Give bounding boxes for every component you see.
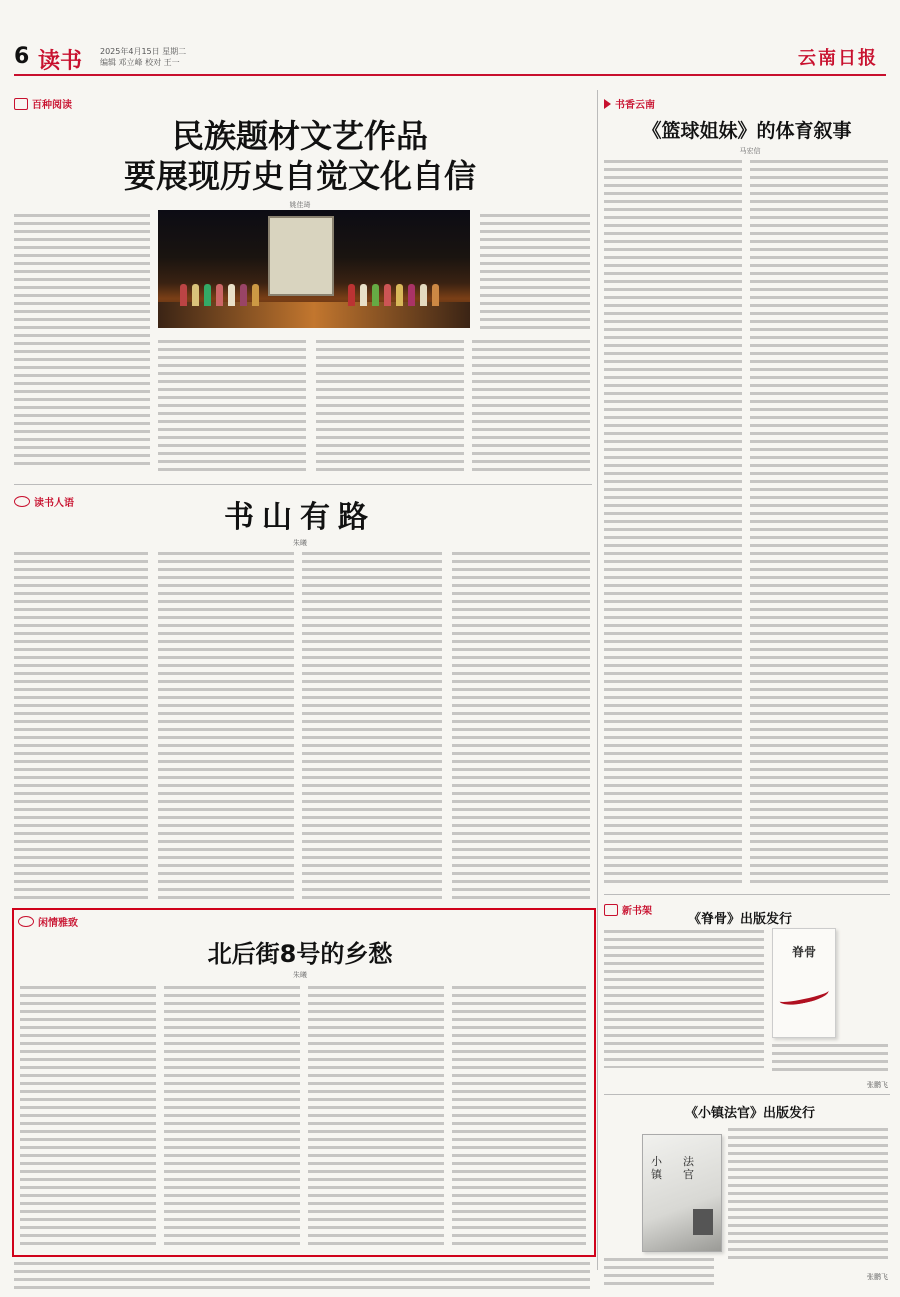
article2-body-col2 (158, 552, 294, 902)
book1-description-cont (772, 1044, 888, 1076)
article2-body-col3 (302, 552, 442, 902)
speech-bubble-icon (14, 496, 30, 507)
article1-body-col3 (316, 340, 464, 476)
column-tag-label: 新书架 (622, 906, 652, 917)
article2-body-col1 (14, 552, 148, 902)
article2-continued-text (14, 1262, 590, 1290)
date-info (100, 46, 186, 68)
masthead-rule (14, 74, 886, 76)
cover-house-graphic (693, 1209, 713, 1235)
article3-body-col1 (20, 986, 156, 1248)
article4-title: 《篮球姐妹》的体育叙事 (642, 120, 852, 142)
column-tag-label: 闲情雅致 (38, 918, 78, 929)
column-tag-label: 百种阅读 (32, 100, 72, 111)
book1-title: 《脊骨》出版发行 (687, 912, 792, 927)
book2-title: 《小镇法官》出版发行 (684, 1106, 815, 1121)
article1-title-line-1: 民族题材文艺作品 (171, 117, 428, 155)
column-tag-reading (14, 96, 72, 111)
column-tag-label: 读书人语 (34, 498, 74, 509)
column-separator (597, 90, 598, 1270)
book2-caption (604, 1258, 714, 1286)
section-name: 读书 (38, 49, 83, 74)
page-number: 6 (14, 44, 30, 69)
article1-body-col2 (158, 340, 306, 476)
article4-body-col1 (604, 160, 742, 886)
date-line-2: 编辑 邓立峰 校对 王一 (100, 58, 180, 67)
column-tag-yunnan (604, 96, 655, 111)
glasses-icon (18, 916, 34, 927)
book1-cover-title: 脊骨 (791, 945, 816, 959)
column-tag-reader-words (14, 494, 74, 509)
stage-performance-photo (158, 210, 470, 328)
book1-description (604, 930, 764, 1068)
article2-body-col4 (452, 552, 590, 902)
article1-body-col4a (480, 214, 590, 334)
column-tag-label: 书香云南 (615, 100, 655, 111)
column-tag-leisure (18, 914, 78, 929)
date-line-1: 2025年4月15日 星期二 (100, 47, 187, 56)
book-divider (604, 1094, 890, 1095)
article3-title: 北后街8号的乡愁 (207, 940, 393, 968)
article3-body-col3 (308, 986, 444, 1248)
cover-swoosh (778, 984, 830, 1008)
article2-title: 书山有路 (224, 500, 376, 535)
article1-body-col4 (472, 340, 590, 476)
book2-cover (642, 1134, 722, 1252)
book1-cover (772, 928, 836, 1038)
article1-title (40, 116, 560, 196)
article1-author: 姚佳琦 (289, 201, 311, 209)
book-icon (604, 904, 618, 916)
section-divider-right (604, 894, 890, 895)
section-divider (14, 484, 592, 485)
book2-cover-title-2: 法官 (683, 1155, 694, 1181)
book2-description (728, 1128, 888, 1264)
article2-author: 朱曦 (293, 539, 307, 547)
stage-screen (268, 216, 334, 296)
article1-title-line-2: 要展现历史自觉文化自信 (123, 157, 476, 195)
book-icon (14, 98, 28, 110)
newspaper-logo: 云南日报 (798, 48, 878, 69)
arrow-icon (604, 99, 611, 109)
article3-body-col2 (164, 986, 300, 1248)
article4-body-col2 (750, 160, 888, 886)
article3-author: 朱曦 (293, 971, 307, 979)
book2-editor: 张鹏飞 (867, 1273, 888, 1281)
book2-cover-title-1: 小镇 (651, 1155, 662, 1181)
article3-body-col4 (452, 986, 586, 1248)
article1-body-col1 (14, 214, 150, 470)
article4-author: 马宏信 (739, 147, 761, 155)
book1-editor: 张鹏飞 (867, 1081, 888, 1089)
